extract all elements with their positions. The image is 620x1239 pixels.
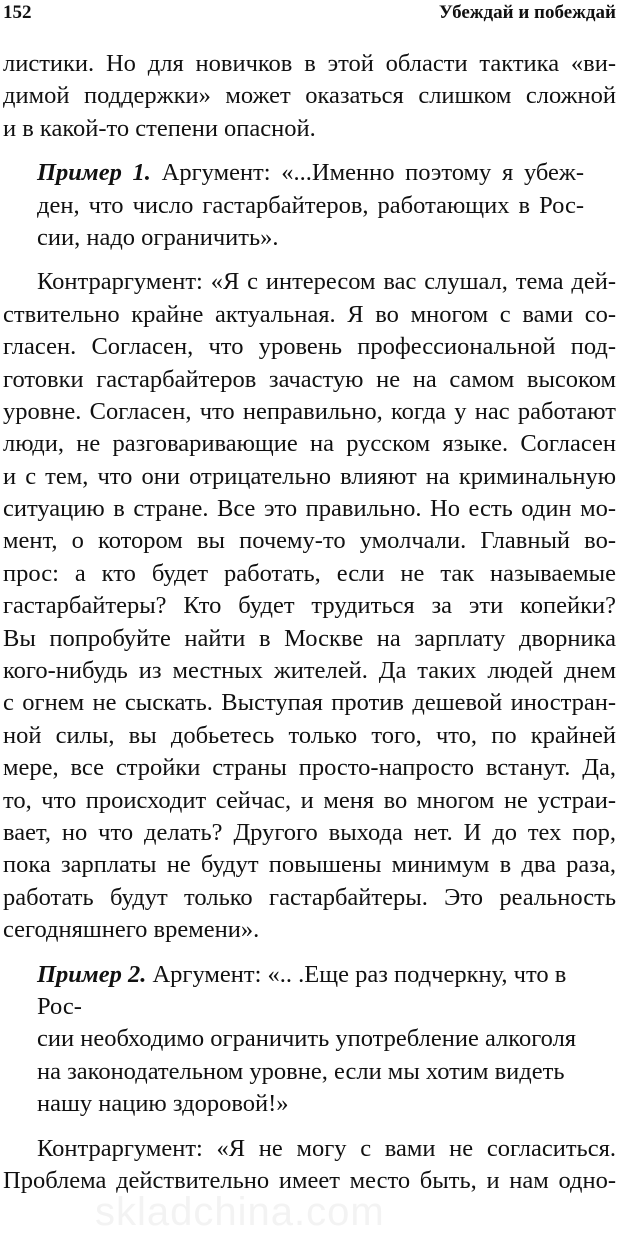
text-line: с огнем не сыскать. Выступая против дешевой иностран- — [3, 689, 616, 717]
text-line: ствительно крайне актуальная. Я во многом с вами со- — [3, 300, 616, 328]
paragraph-intro-continued — [3, 48, 616, 145]
text-line: Контраргумент: «Я с интересом вас слушал, тема дей- — [37, 268, 616, 296]
text-line: мент, о котором вы почему-то умолчали. Главный во- — [3, 527, 616, 555]
text-line: уровне. Согласен, что неправильно, когда у нас работают — [3, 397, 616, 425]
text-line: готовки гастарбайтеров зачастую не на самом высоком — [3, 365, 616, 393]
example-1 — [3, 157, 616, 254]
text-line: ситуацию в стране. Все это правильно. Но есть один мо- — [3, 495, 616, 523]
text-line: и в какой-то степени опасной. — [3, 114, 316, 142]
watermark: skladchina.com — [95, 1190, 385, 1234]
text-line — [37, 959, 584, 991]
text-line: гласен. Согласен, что уровень профессиональной под- — [3, 333, 616, 361]
text-line: пока зарплаты не будут повышены минимум в два раза, — [3, 851, 616, 879]
example-2-label: Пример 2. — [37, 960, 147, 988]
text-line: сегодняшнего времени». — [3, 916, 260, 944]
text-line: Вы попробуйте найти в Москве на зарплату дворника — [3, 624, 616, 652]
text-line: на законодательном уровне, если мы хотим видеть — [37, 1057, 565, 1085]
text-line: работать будут только гастарбайтеры. Это реальность — [3, 883, 616, 911]
paragraph-counterargument-1 — [3, 266, 616, 946]
page-header — [0, 2, 616, 28]
text-line: нашу нацию здоровой!» — [37, 1090, 289, 1118]
page-number: 152 — [3, 2, 32, 23]
text-line: гастарбайтеры? Кто будет трудиться за эти копейки? — [3, 592, 616, 620]
body-text — [3, 48, 616, 1197]
text-line: ден, что число гастарбайтеров, работающих в Рос- — [37, 191, 584, 219]
text-line: кого-нибудь из местных жителей. Да таких людей днем — [3, 657, 616, 685]
example-1-label: Пример 1. — [37, 159, 151, 187]
text-line: люди, не разговаривающие на русском языке. Согласен — [3, 430, 616, 458]
text-line: Контраргумент: «Я не могу с вами не согласиться. — [37, 1134, 616, 1162]
running-title: Убеждай и побеждай — [438, 2, 616, 23]
text-line: прос: а кто будет работать, если не так называемые — [3, 559, 616, 587]
text-line: и с тем, что они отрицательно влияют на криминальную — [3, 462, 616, 490]
example-2-text: Аргумент: «.. .Еще раз подчеркну, что в — [146, 960, 567, 988]
text-line: Проблема действительно имеет место быть, и нам одно- — [3, 1166, 616, 1194]
example-1-text: Аргумент: «...Именно поэтому я убеж- — [150, 159, 584, 187]
text-line: мере, все стройки страны просто-напросто встанут. Да, — [3, 754, 616, 782]
text-line: сии, надо ограничить». — [37, 223, 279, 251]
example-2 — [3, 959, 616, 1121]
text-line: листики. Но для новичков в этой области тактика «ви- — [3, 50, 616, 77]
text-line: вает, но что делать? Другого выхода нет. И до тех пор, — [3, 818, 616, 846]
text-line — [37, 157, 584, 189]
text-line: сии необходимо ограничить употребление алкоголя — [37, 1025, 577, 1053]
text-line: ной силы, вы добьетесь только того, что, по крайней — [3, 721, 616, 749]
text-line: то, что происходит сейчас, и меня во многом не устраи- — [3, 786, 616, 814]
text-line: димой поддержки» может оказаться слишком сложной — [3, 82, 616, 110]
text-line: Рос- — [37, 992, 82, 1020]
paragraph-counterargument-2 — [3, 1133, 616, 1198]
